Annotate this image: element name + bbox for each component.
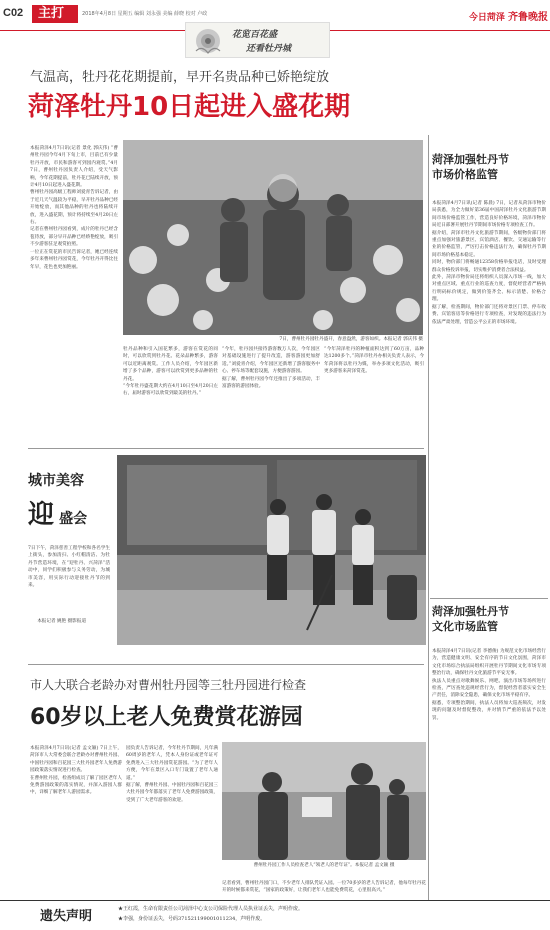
story2-body: 7日下午，菏泽慈善工程学校和各名学生上街头，参加清扫、小红帽清洁、为牡丹节营造环境，在“迎牡丹、兴菏泽”活动中，同学们积极参与义务劳动，为城市美容，用实际行动迎接牡丹节的到来。 bbox=[28, 546, 110, 589]
sidebar1-headline-line2: 市场价格监管 bbox=[432, 168, 498, 181]
banner-line2: 还看牡丹城 bbox=[246, 44, 292, 54]
street-cleaning-photo bbox=[117, 455, 426, 645]
story1-column-2: 牡丹品种和引入国花繁多，游客在赏花的同时，可以欣赏到牡丹花、花朵品种繁多，游客可以近距离观赏。工作人员介绍，今年园区新增了多个品种，游客可以欣赏到更多品种的牡丹花。 “今年牡丹盛花期大约在4月10日至4月20日左右，届时游客可以欣赏到最美的牡丹。” bbox=[123, 347, 218, 397]
page-number: C02 bbox=[3, 7, 24, 19]
story3-column-3: 记者看到，曹州牡丹园门口，不少老年人排队凭证入园。一位70多岁的老人告诉记者，他每年牡丹花开的时候都来赏花，“国家的政策好，让我们老年人也能免费赏花，心里很高兴。” bbox=[222, 881, 426, 894]
sidebar1-headline bbox=[432, 152, 547, 188]
story3-column-1: 本报菏泽4月7日讯(记者 孟文颖) 7日上午，菏泽市人大常委会联合老龄办对曹州牡丹园、中国牡丹园和百花园三大牡丹园老年人免费游园政策落实情况进行检查。 在曹州牡丹园，检查组成员了解了园区老年人免费游园政策的落实情况，并深入游园人群中，详细了解老年人游园需求。 bbox=[30, 746, 122, 796]
notice-title: 遗失声明 bbox=[40, 909, 93, 924]
banner bbox=[185, 22, 330, 58]
story1-photo bbox=[123, 140, 423, 335]
footer-rule bbox=[0, 900, 550, 901]
story2-title-line2: 盛会 bbox=[59, 511, 88, 527]
story1-column-4: “今年菏泽牡丹的种植面积达到了60万亩，品种达1200多个。”菏泽市牡丹办相关负责人表示，今年菏泽将以牡丹为媒，举办多项文化活动，吸引更多游客来菏泽赏花。 bbox=[324, 347, 424, 375]
story3-photo bbox=[222, 742, 426, 860]
sidebar2-headline bbox=[432, 604, 547, 640]
peony-garden-photo bbox=[123, 140, 423, 335]
story2-top-rule bbox=[28, 448, 424, 449]
dateline: 2018年4月8日 星期五 编辑 刘永强 美编 薛晓 校对 卢政 bbox=[82, 11, 208, 17]
brand-name: 今日菏泽 bbox=[468, 13, 505, 23]
story2-photo bbox=[117, 455, 426, 645]
story2-title-big: 迎 bbox=[28, 500, 55, 530]
sidebar1-headline-line1: 菏泽加强牡丹节 bbox=[432, 153, 509, 166]
story3-photo-caption: 曹州牡丹园工作人员检查老人“领老人的老年证”。本报记者 孟文颖 摄 bbox=[253, 863, 395, 868]
story3-kicker: 市人大联合老龄办对曹州牡丹园等三牡丹园进行检查 bbox=[30, 678, 307, 692]
sidebar-mid-rule bbox=[430, 598, 548, 599]
sidebar-divider bbox=[428, 135, 429, 900]
story2-byline: 本报记者 姚艳 摄影报道 bbox=[37, 619, 87, 624]
story1-kicker: 气温高，牡丹花花期提前，早开名贵品种已娇艳绽放 bbox=[30, 70, 330, 85]
peony-illustration bbox=[188, 25, 228, 57]
story2-title-line1: 城市美容 bbox=[28, 473, 84, 489]
story3-column-2: 园负责人告诉记者，今年牡丹节期间，凡年满60周岁的老年人，凭本人身份证或老年证可免费进入三大牡丹园赏花游园。“为了老年人方便，今年在景区入口专门设置了老年人通道。” 据了解，曹州牡丹园、中国牡丹园和百花园三大牡丹园今年都落实了老年人免费游园政策，受到了广大老年游客的欢迎。 bbox=[126, 746, 218, 803]
sidebar2-headline-line2: 文化市场监管 bbox=[432, 620, 498, 633]
sidebar1-body: 本报菏泽4月7日讯(记者 陈晨) 7日，记者从菏泽市物价局获悉，为全力做好第36届中国菏泽牡丹文化旅游节期间市场价格监管工作，营造良好价格环境，菏泽市物价局近日部署开展牡丹节期间市场价格专项检查工作。 据介绍，菏泽市牡丹文化旅游节期间，各级物价部门将重点加强对旅游景区、宾馆酒店、餐饮、交通运输等行业的价格监管，严厉打击价格违法行为，确保牡丹节期间市场价格基本稳定。 同时，物价部门将畅通12358价格举报电话，及时受理群众价格投诉举报，切实维护消费者合法权益。 此外，菏泽市物价局还将组织人员深入市场一线，加大对重点区域、重点行业的巡查力度，督促经营者严格执行明码标价规定，做到价签齐全、标示清楚、价格合理。 据了解，检查期间，物价部门还将对景区门票、停车收费、宾馆客房等价格进行专项检查，对发现的违法行为依法严肃处理，营造公平公正的市场环境。 bbox=[432, 201, 546, 325]
sidebar2-headline-line1: 菏泽加强牡丹节 bbox=[432, 605, 509, 618]
elderly-visitors-photo bbox=[222, 742, 426, 860]
story1-column-1: 本报菏泽4月7日讯(记者 景化 郭庆伟) “曹州牡丹园今年4月下旬上市，目前已有少量牡丹开放，市民和游客可到园内观赏。”4月7日，曹州牡丹园负责人介绍，受天气影响，今年花期提前，牡丹花已陆续开放，预计4月10日起进入盛花期。 曹州牡丹园高级工程师刘爱青告诉记者，由于近几天气温较为平稳，早开牡丹品种已经开始绽放，而其他品种的牡丹也将陆续开放，进入盛花期，预计将持续至4月20日左右。 记者在曹州牡丹园看到，成片的牡丹已经含苞待放，部分早开品种已经娇艳绽放，吸引不少游客驻足观赏拍照。 一位正在赏花的市民告诉记者，她已经连续多年来曹州牡丹园赏花，今年牡丹开得比往年早，花色也更加艳丽。 bbox=[30, 146, 118, 270]
sidebar2-body: 本报菏泽4月7日讯(记者 李德俊) 为规范文化市场经营行为，营造健康文明、安全有序的节日文化氛围，菏泽市文化市场综合执法局组织开展牡丹节期间文化市场专项整治行动，确保牡丹文化旅游节平安无事。 执法人员重点对歌舞娱乐、网吧、演出市场等场所进行检查，严厉查处违规经营行为，督促经营者落实安全生产责任，消除安全隐患，确保文化市场平稳有序。 据悉，专项整治期间，执法人员将加大巡查频次，对发现的问题及时督促整改，并对情节严重的依法予以处罚。 bbox=[432, 649, 546, 721]
story3-top-rule bbox=[28, 664, 424, 665]
notice-line-1: ★王红霞，生命有限责任公司菏泽中心支公司保险代理人员执业证丢失，声明作废。 bbox=[118, 906, 304, 912]
story2-title bbox=[28, 470, 110, 540]
story1-headline: 菏泽牡丹10日起进入盛花期 bbox=[28, 92, 351, 122]
banner-line1: 花览百花盛 bbox=[232, 30, 278, 40]
brand-paper: 齐鲁晚报 bbox=[508, 12, 548, 23]
story3-headline: 60岁以上老人免费赏花游园 bbox=[30, 705, 303, 730]
section-label: 主打 bbox=[32, 5, 78, 23]
brand bbox=[430, 8, 548, 22]
story1-photo-caption: 7日，曹州牡丹园牡丹盛开，春意盎然，游客如织。本报记者 郭庆伟 摄 bbox=[279, 337, 423, 342]
story1-column-3: “今年，牡丹园共接待游客数万人次，今年园区对基础设施进行了提升改造，游客游园更加舒适。”刘爱青介绍，今年园区还新增了游客服务中心、停车场等配套设施，方便游客游园。 据了解，曹州牡丹园今年还推出了多项活动，丰富游客的游园体验。 bbox=[222, 347, 320, 390]
notice-line-2: ★李强，身份证丢失，号码371521199001011234，声明作废。 bbox=[118, 916, 266, 922]
